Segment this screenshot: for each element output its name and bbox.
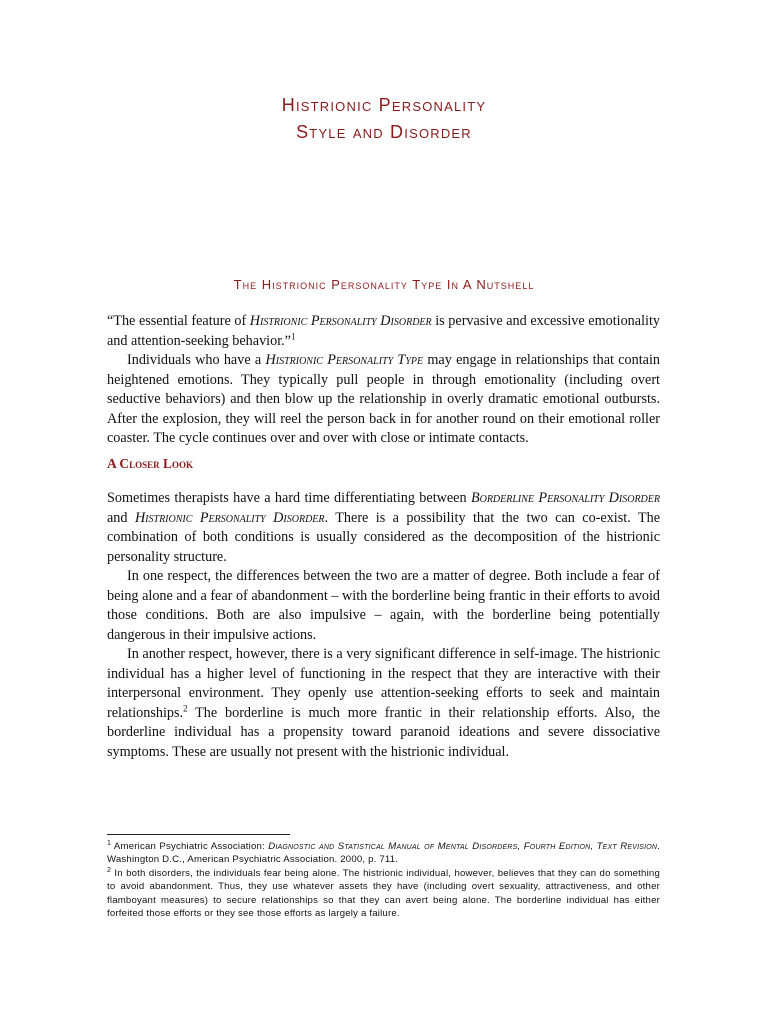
footnote-ref-2: 2 (183, 702, 188, 713)
footnote-1: $^1$ American Psychiatric Association: Diagnostic and Statistical Manual of Mental Disorders, Fourth Edition, Text Revision. Washington D.C., American Psychiatric Association. 2000, p. 711. (107, 839, 660, 866)
intro-paragraph-2: Individuals who have a Histrionic Personality Type may engage in relationships that contain heightened emotions. They typically pull people in through emotionality (including overt seductive behaviors) and then blow up the relationship in overly dramatic emotional outbursts. After the explosion, they will reel the person back in for another round on their emotional roller coaster. The cycle continues over and over with close or intimate contacts. (107, 352, 660, 446)
footnote-1-title: Diagnostic and Statistical Manual of Mental Disorders, Fourth Edition, Text Revision (268, 841, 658, 852)
document-title (0, 92, 768, 146)
section-heading: A Closer Look (107, 456, 194, 471)
term-bpd: Borderline Personality Disorder (470, 490, 660, 506)
title-line-2: Style and Disorder (296, 122, 472, 142)
footnote-2: $^2$ In both disorders, the individuals fear being alone. The histrionic individual, however, believes that they can do something to avoid abandonment. Thus, they use whatever assets they have (including overt sexuality, attractiveness, and other flamboyant measures) to secure relationships so that they can avert being alone. The borderline individual has either forfeited those efforts or they see those efforts as largely a failure. (107, 866, 660, 920)
title-line-1: Histrionic Personality (281, 95, 487, 115)
footnote-ref-1: 1 (290, 330, 296, 341)
footnotes (107, 840, 660, 920)
section-paragraph-1: Sometimes therapists have a hard time differentiating between Borderline Personality Disorder and Histrionic Personality Disorder. There is a possibility that the two can co-exist. The combination of both conditions is usually considered as the decomposition of the histrionic personality structure. (107, 490, 660, 565)
section-text (107, 489, 660, 762)
section-subtitle: The Histrionic Personality Type In A Nutshell (233, 277, 535, 292)
section-paragraph-3: In another respect, however, there is a very significant difference in self-image. The histrionic individual has a higher level of functioning in the respect that they are interactive with their interpersonal environment. They openly use attention-seeking efforts to seek and maintain relationships.$^2$ The borderline is much more frantic in their relationship efforts. Also, the borderline individual has a propensity toward paranoid ideations and severe dissociative symptoms. These are usually not present with the histrionic individual. (107, 646, 660, 760)
intro-text (107, 312, 660, 449)
term-hpd: Histrionic Personality Disorder (249, 313, 432, 329)
footnote-divider (107, 834, 290, 835)
term-hpt: Histrionic Personality Type (265, 352, 424, 368)
term-hpd-2: Histrionic Personality Disorder (134, 509, 325, 526)
section-paragraph-2: In one respect, the differences between the two are a matter of degree. Both include a fear of being alone and a fear of abandonment – with the borderline being frantic in their efforts to avoid those conditions. Both are also impulsive – again, with the borderline being potentially dangerous in their impulsive actions. (107, 568, 660, 643)
intro-paragraph-1: “The essential feature of Histrionic Personality Disorder is pervasive and excessive emotionality and attention-seeking behavior.”$^1$ (107, 313, 660, 349)
